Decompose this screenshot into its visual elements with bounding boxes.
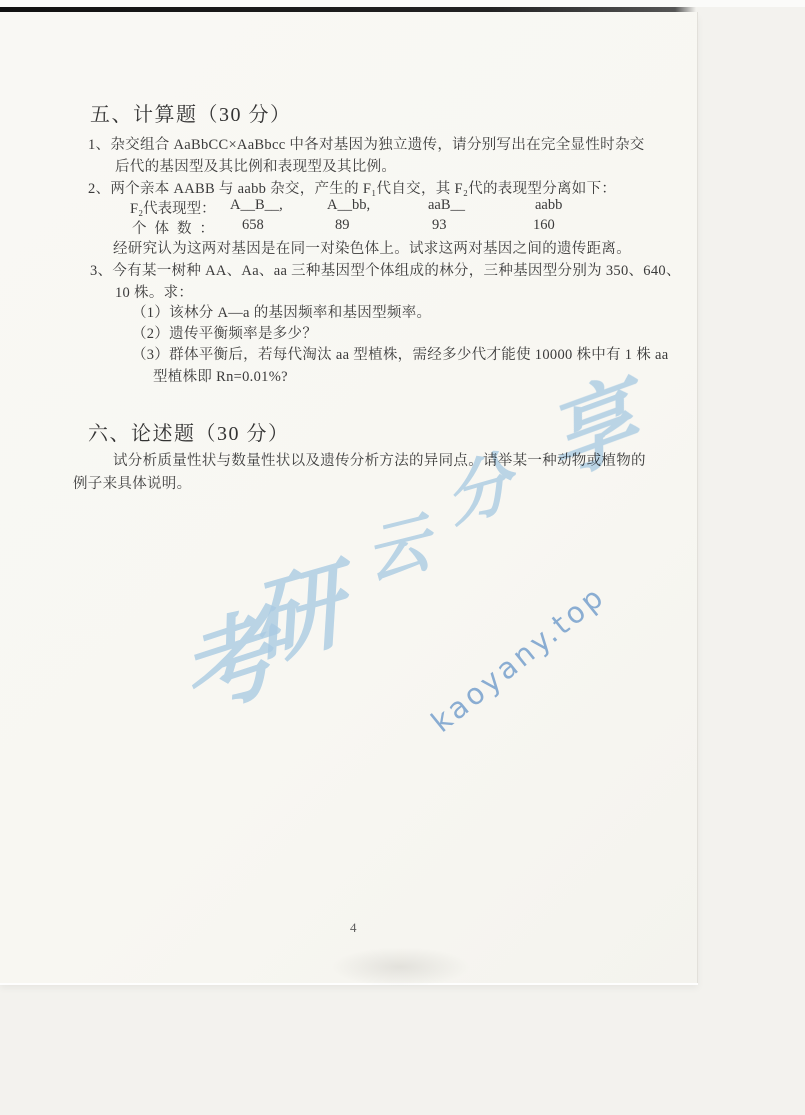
question1-line2: 后代的基因型及其比例和表现型及其比例。 (115, 159, 397, 175)
individual-count-row (0, 217, 697, 237)
count-cell: 89 (335, 217, 350, 233)
question3-line2: 10 株。求： (115, 285, 194, 301)
phenotype-cell: A__B__, (230, 197, 283, 213)
question3-subitem3: （3）群体平衡后，若每代淘汰 aa 型植株，需经多少代才能使 10000 株中有 1 株 aa (132, 347, 669, 363)
count-cell: 160 (533, 217, 555, 233)
section6-heading: 六、论述题（30 分） (88, 423, 290, 445)
watermark-brand-char: 享 (536, 363, 647, 498)
f2-phenotype-row (0, 197, 697, 217)
phenotype-cell: A__bb, (327, 197, 371, 213)
watermark-brand-char: 分 (440, 443, 518, 538)
phenotype-cell: aaB__ (428, 197, 466, 213)
question3-subitem2: （2）遗传平衡频率是多少？ (132, 326, 318, 342)
section6-paragraph-line2: 例子来具体说明。 (73, 476, 192, 492)
question2-intro: 2、两个亲本 AABB 与 aabb 杂交，产生的 F₁代自交，其 F₂代的表现型分离如下： (88, 181, 617, 197)
watermark-brand-char: 考 (171, 594, 287, 734)
question3-line1: 3、今有某一树种 AA、Aa、aa 三种基因型个体组成的林分，三种基因型分别为 350、640、 (90, 263, 681, 279)
watermark-brand-char: 云 (361, 505, 435, 595)
phenotype-cell: aabb (535, 197, 563, 213)
question1-line1: 1、杂交组合 AaBbCC×AaBbcc 中各对基因为独立遗传，请分别写出在完全显性时杂交 (88, 137, 645, 153)
count-row-label: 个体数： (132, 221, 222, 237)
question3-subitem1: （1）该林分 A—a 的基因频率和基因型频率。 (132, 305, 432, 321)
exam-paper-page (0, 12, 698, 983)
watermark-url: kaoyany.top (424, 578, 612, 739)
count-cell: 93 (432, 217, 447, 233)
phenotype-row-label: F₂代表现型： (130, 201, 216, 217)
question3-subitem3-continuation: 型植株即 Rn=0.01%? (153, 369, 288, 385)
question2-note: 经研究认为这两对基因是在同一对染色体上。试求这两对基因之间的遗传距离。 (113, 241, 631, 257)
section6-paragraph-line1: 试分析质量性状与数量性状以及遗传分析方法的异同点。请举某一种动物或植物的 (113, 453, 646, 469)
page-number: 4 (350, 920, 357, 935)
paper-crease (330, 947, 470, 987)
section5-heading: 五、计算题（30 分） (90, 104, 292, 126)
watermark-brand-char: 研 (242, 549, 352, 684)
count-cell: 658 (242, 217, 264, 233)
scanner-background (0, 0, 805, 7)
